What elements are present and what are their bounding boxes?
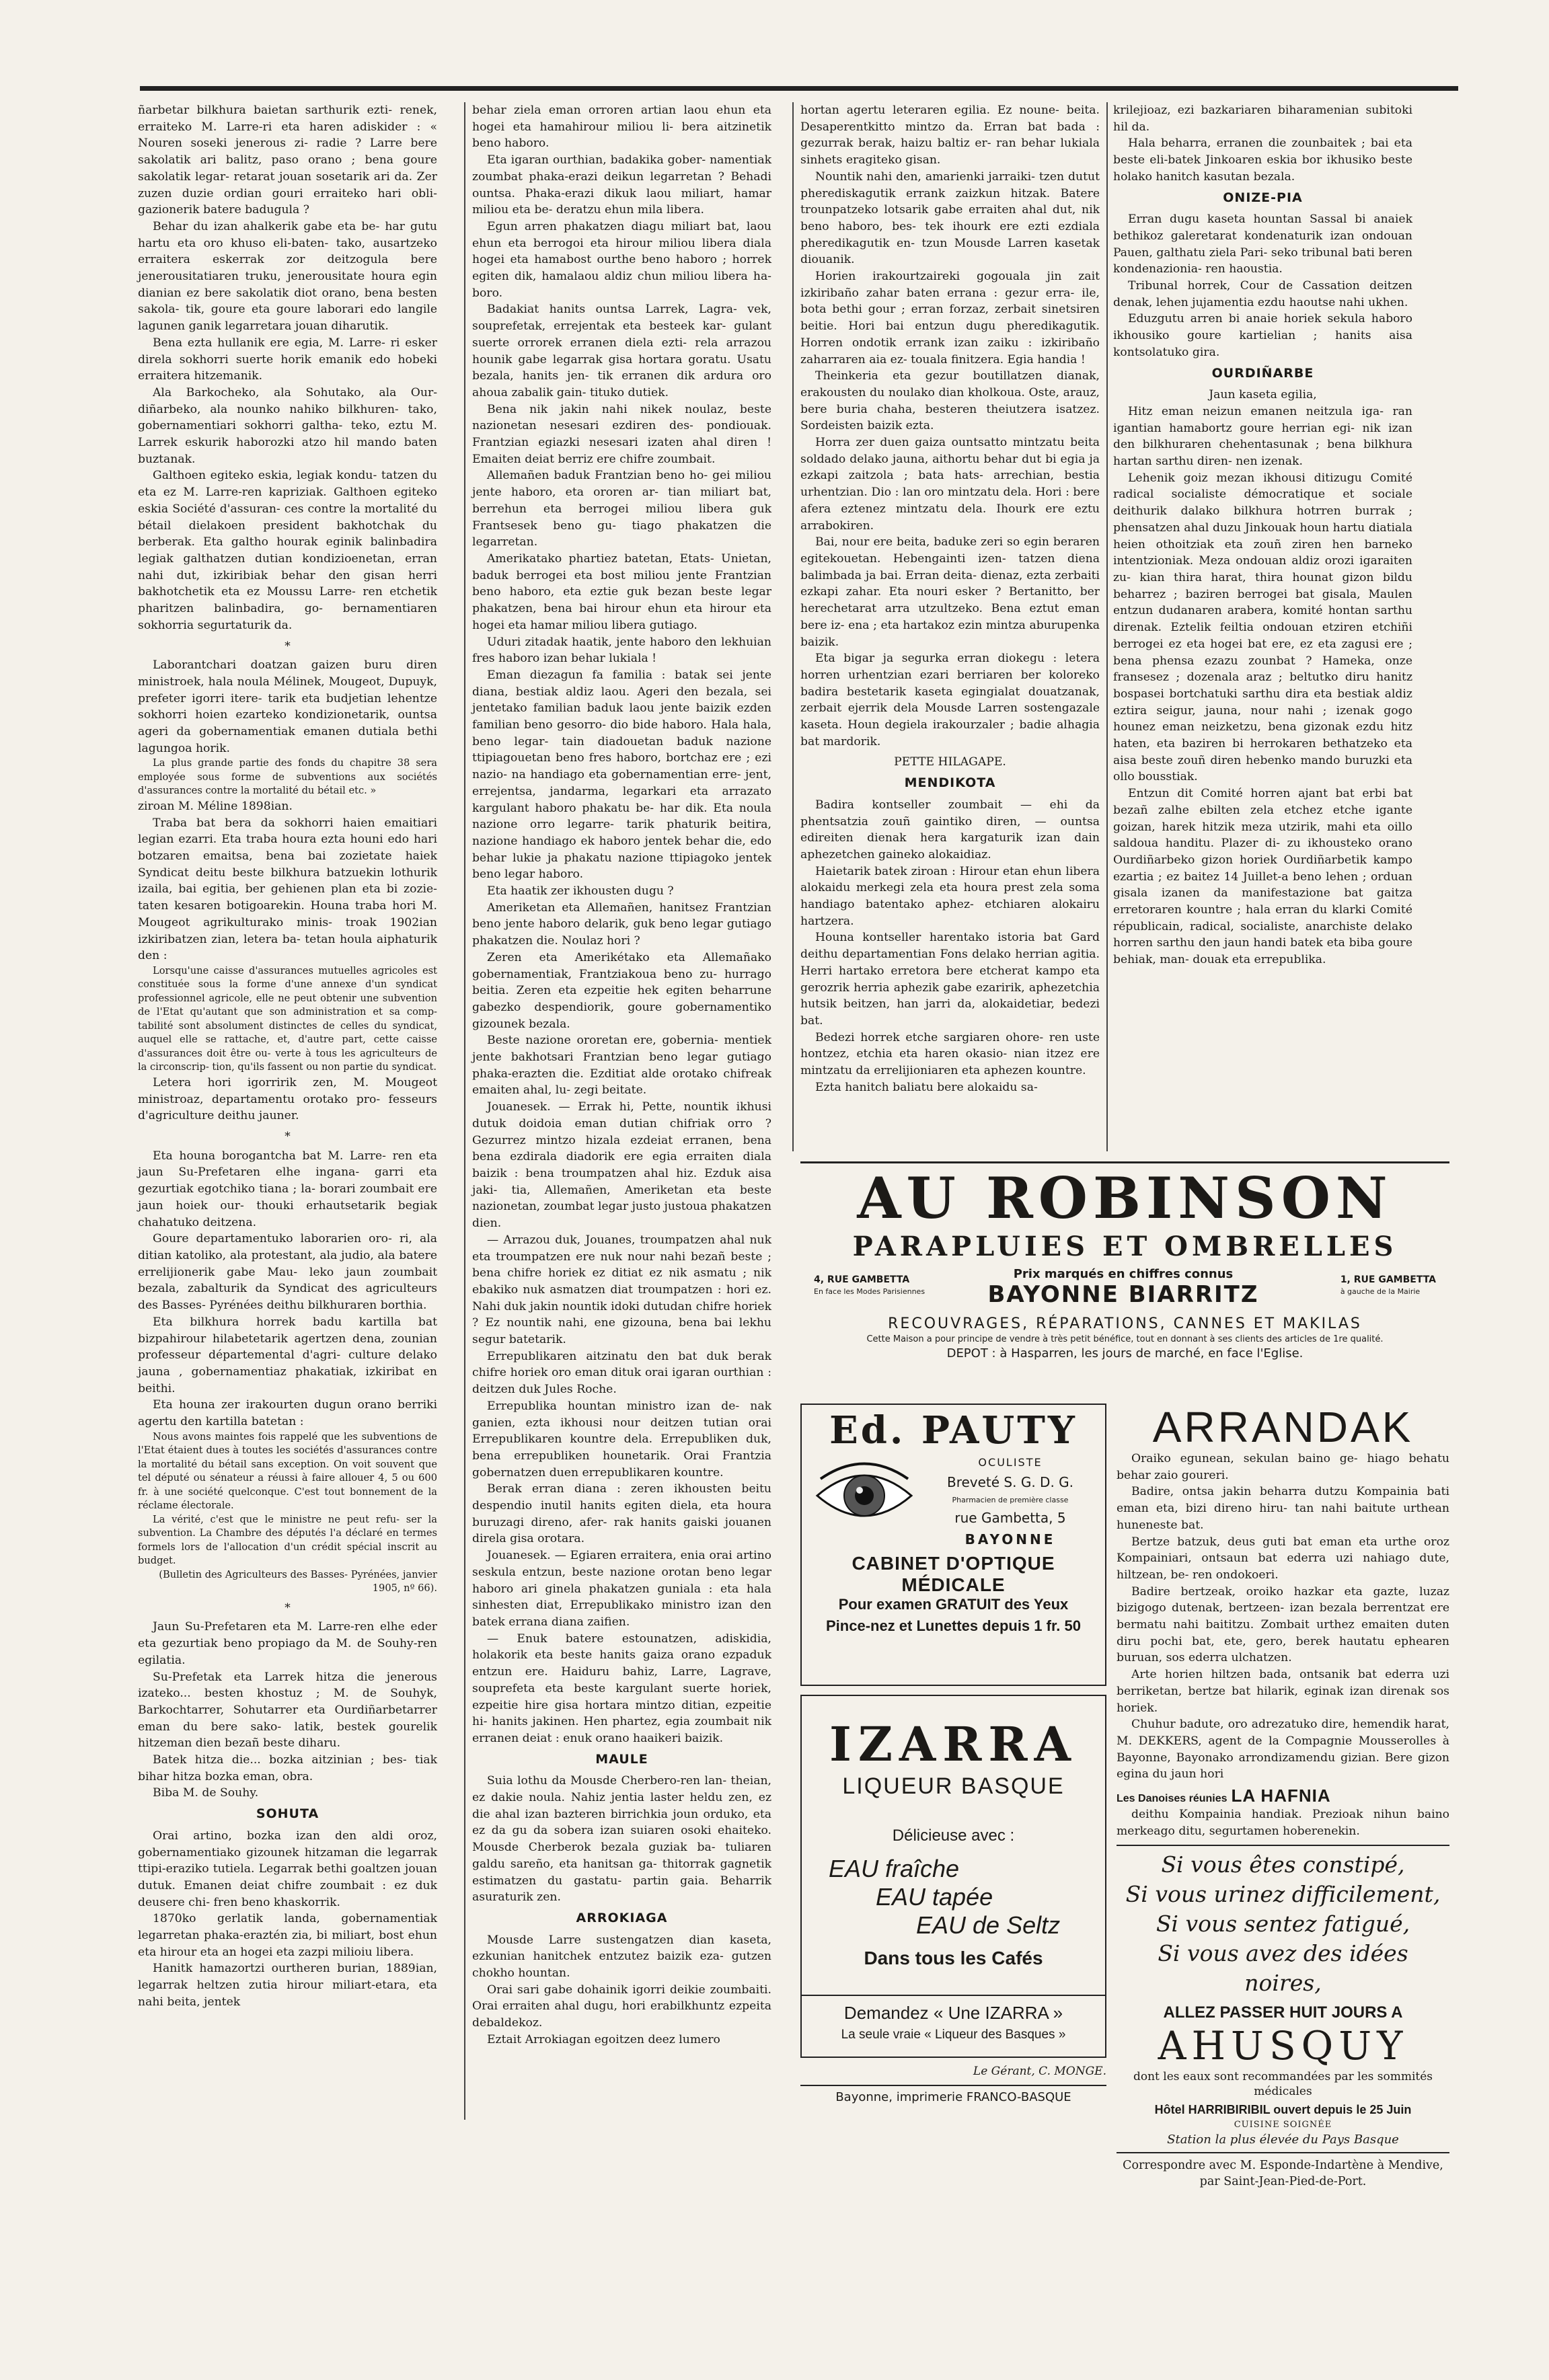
paragraph: deithu Kompainia handiak. Prezioak nihun baino merkeago ditu, segurtamen hoberenekin. bbox=[1117, 1808, 1449, 1838]
address-note: à gauche de la Mairie bbox=[1340, 1287, 1421, 1296]
paragraph: Goure departamentuko laborarien oro- ri, ala ditian katoliko, ala protestant, ala judio, ala batere errelijionerik gabe Mau- leko jaun zoumbait bezala, zabalturik da Syndicat des agriculteurs des Basses- Pyrénées deithu bilkhuraren borthia. bbox=[138, 1232, 437, 1313]
paragraph: Eman diezagun fa familia : batak sei jente diana, bestiak aldiz laou. Ageri den bezala, sei jentetako familian baduk laou jente baizik ezden familian beno gesorro- dio bide haboro. Hala hala, beno legar- tain diadouetan baduk nazione ttipiagouetan beno fres haboro, bortchaz ere ; ezi nazio- na handiago eta gobernamentian erre- jent, errejentsa, jandarma, legarkari eta arrazato kargulant haboro phakatu be- har dik. Eta noula nazione orro legarre- tarik phaturik beitira, nazione handiago ek haboro jentek behar die, edo behar lukie ja phakatu nazione ttipiagoko jentek beno legar haboro. bbox=[472, 668, 771, 882]
delicieuse-text: Délicieuse avec : bbox=[892, 1827, 1015, 1845]
quote-french: Nous avons maintes fois rappelé que les subventions de l'Etat étaient dues à toutes les sociétés d'assurances contre la mortalité du bétail sans exception. On voit souvent que tel député ou sénateur a réussi à faire allouer 4, 5 ou 600 fr. à une société quelconque. C'est tout bonnement de la réclame électorale. bbox=[138, 1430, 437, 1512]
paragraph: Eta houna borogantcha bat M. Larre- ren eta jaun Su-Prefetaren elhe ingana- garri eta gezurtiak egotchiko tiana ; la- borari zoumbait ere jaun hoiek our- thouki erhautsetarik begiak chahatuko deitzena. bbox=[138, 1149, 437, 1229]
cuisine-text: CUISINE SOIGNÉE bbox=[1234, 2120, 1332, 2131]
paragraph: Erran dugu kaseta hountan Sassal bi anaiek bethikoz galeretarat kondenaturik izan ondouan Pauen, galthatu ziela Pari- seko tribunal bati beren kondenazionia- ren haoustia. bbox=[1113, 213, 1412, 276]
signature: PETTE HILAGAPE. bbox=[894, 755, 1006, 769]
vraie-text: La seule vraie « Liqueur des Basques » bbox=[841, 2028, 1066, 2042]
ahusquy-title: AHUSQUY bbox=[1158, 2023, 1408, 2069]
paragraph: Bedezi horrek etche sargiaren ohore- ren uste hontzez, etchia eta haren okasio- nian itzez ere mintzatu da errelijioniaren eta aphezen kountre. bbox=[800, 1030, 1100, 1078]
column-divider bbox=[1106, 102, 1108, 1151]
paragraph: — Enuk batere estounatzen, adiskidia, holakorik eta beste hanits gaiza orano ezpaduk entzun ere. Haiduru bahiz, Larre, Lagrave, souprefeta eta beste kargulant suerte horiek, ezpeitie hire gisa hortara mintzo ditian, ezpeitie hi- hanits jakinen. Hen phartez, egia zoumbait nik erranen deiat : enuk orano haaikeri baizik. bbox=[472, 1632, 771, 1745]
correspondence-text: Correspondre avec M. Esponde-Indartène à Mendive, par Saint-Jean-Pied-de-Port. bbox=[1117, 2152, 1449, 2190]
paragraph: Ameriketan eta Allemañen, hanitsez Frantzian beno jente haboro delarik, guk beno legar gutiago phakatzen die. Noulaz hori ? bbox=[472, 900, 771, 948]
ad-title: Ed. PAUTY bbox=[829, 1408, 1078, 1453]
paragraph: Bena nik jakin nahi nikek noulaz, beste nazionetan nesesari ezdiren des- pondiouak. Frantzian egiazki nesesari izaten ahal diren ! Emaiten deiat berriz ere chifre zoumbait. bbox=[472, 402, 771, 466]
hafnia-pre: Les Danoises réunies bbox=[1117, 1793, 1227, 1805]
ad-pauty bbox=[800, 1404, 1106, 1686]
paragraph: Hala beharra, erranen die zounbaitek ; bai eta beste eli-batek Jinkoaren eskia bor ikhusiko beste holako hanitch kasutan bezala. bbox=[1113, 137, 1412, 184]
column-2 bbox=[472, 102, 771, 2048]
column-4 bbox=[1113, 102, 1412, 968]
dont-text: dont les eaux sont recommandées par les sommités médicales bbox=[1133, 2070, 1433, 2099]
paragraph: Galthoen egiteko eskia, legiak kondu- tatzen du eta ez M. Larre-ren kapriziak. Galthoen egiteko eskia Société d'assuran- ces contre la mortalité du bétail dielakoen president bakhotchak du berberak. Eta galtho hourak eginik balinbadira legiak galthatzen dutian kondizioenetan, erran nahi dut, izkiribiak behar den gisan herri bakhotchetik eta ez Moussu Larre- ren etchetik pharitzen balinbadira, go- bernamentiaren sokhorria segurtaturik da. bbox=[138, 469, 437, 632]
paragraph: Eta bilkhura horrek badu kartilla bat bizpahirour hilabetetarik agertzen dena, zounian professeur départemental d'agri- culture delako jauna , gobernamentiaz phakatiak, izkiribat en beithi. bbox=[138, 1315, 437, 1395]
paragraph: Badakiat hanits ountsa Larrek, Lagra- vek, souprefetak, errejentak eta besteek kar- gulant suerte orrorek erranen diela ezti- rela arrazou hounik gabe legarrak gisa hortara goratu. Usatu bezala, hanits jen- tik erranen dik ardura oro ahoua zabalik gain- tituko dutiek. bbox=[472, 303, 771, 399]
paragraph: behar ziela eman orroren artian laou ehun eta hogei eta hamahirour miliou li- bera aitzinetik beno haboro. bbox=[472, 104, 771, 151]
section-title-sohuta: SOHUTA bbox=[256, 1806, 319, 1822]
quote-french: Lorsqu'une caisse d'assurances mutuelles agricoles est constituée sous la forme d'une annexe d'un syndicat professionnel agricole, elle ne peut obtenir une subvention de l'Etat qu'autant que son administration et sa comp- tabilité sont absolument distinctes de celles du syndicat, auquel elle se rattache, et, d'autre part, cette caisse d'assurances doit être ou- verte à tous les agriculteurs de la circonscrip- tion, qu'ils fassent ou non partie du syndicat. bbox=[138, 964, 437, 1073]
ahusquy-ad bbox=[1117, 1845, 1449, 2190]
cabinet-text: CABINET D'OPTIQUE MÉDICALE bbox=[852, 1553, 1055, 1595]
script-line: Si vous avez des idées noires, bbox=[1158, 1940, 1408, 1997]
paragraph: Arte horien hiltzen bada, ontsanik bat ederra uzi berriketan, bertze bat hilarik, eginak izan direnak sos horiek. bbox=[1117, 1668, 1449, 1715]
section-title-ourdinarbe: OURDIÑARBE bbox=[1211, 365, 1314, 381]
separator: * bbox=[285, 1601, 291, 1615]
address-note: En face les Modes Parisiennes bbox=[814, 1287, 925, 1296]
paragraph: Houna kontseller harentako istoria bat Gard deithu departamentian Fons delako herrian agitia. Herri hartako erretora bere etcherat kampo eta gerozrik herria aphezik gabe ezaririk, aphezetchia hutsik beitzen, han jarri da, alokaidetiar, bedezi bat. bbox=[800, 931, 1100, 1028]
paragraph: Horien irakourtzaireki gogouala jin zait izkiribaño zahar baten errana : gezur erra- ile, bota bethi gour ; erran forzaz, zerbait sinetsiren beitie. Hori bai entzun dugu pheredikagutik. Horren ondotik errank izan zaiku : izkiribaño zaharraren aia ez- touala finitzera. Egia handia ! bbox=[800, 270, 1100, 367]
script-line: Si vous urinez difficilement, bbox=[1125, 1881, 1441, 1908]
ad-details bbox=[923, 1456, 1098, 1553]
paragraph: Hanitk hamazortzi ourtheren burian, 1889ian, legarrak heltzen zutia hirour miliart-etara, eta nahi beita, jentek bbox=[138, 1962, 437, 2009]
pince-text: Pince-nez et Lunettes depuis 1 fr. 50 bbox=[826, 1617, 1081, 1634]
script-line: Si vous sentez fatigué, bbox=[1156, 1911, 1410, 1937]
paragraph: Haietarik batek ziroan : Hirour etan ehun libera alokaidu merkegi zela eta houra prest zela soma handiago batentako aphez- etchiaren alokairu hartzera. bbox=[800, 864, 1100, 928]
paragraph: Egun arren phakatzen diagu miliart bat, laou ehun eta berrogoi eta hirour miliou libera diala hogei eta hamabost ourthe beno haboro ; horrek egiten dik, hamalaou aldiz chun miliou libera ha- boro. bbox=[472, 219, 771, 300]
hafnia-line bbox=[1117, 1786, 1449, 1806]
paragraph: Entzun dit Comité horren ajant bat erbi bat bezañ zalhe ebilten zela etchez etche igante goizan, harek hitzik meza utzirik, mahi eta oillo saldoua handitu. Plazer di- zu ikhousteko orano Ourdiñarbeko gizon horiek Ourdiñarbetik kampo ezartia ; ez baitez 14 Juillet-a beno lehen ; orduan gisala izanen da manifestazione bat gaitza erretoraren kountre ; hala erran du klarki Comité républicain, radical, socialiste, anarchiste delako horren sarthu den jaun handi batek eta biba goure behiak, man- douak eta errepublika. bbox=[1113, 787, 1412, 967]
paragraph: Bai, nour ere beita, baduke zeri so egin beraren egitekouetan. Hebengainti izen- tatzen diena balimbada ja bai. Erran deita- dienaz, ezta zerbaiti ezkapi zahar. Eta nouri esker ? Bertanitto, ber herechetarat arra utzultzeko. Bena eztut eman bere iz- ena ; eta hartakoz ezin mintza aburupenka baizik. bbox=[800, 535, 1100, 649]
paragraph: Batek hitza die... bozka aitzinian ; bes- tiak bihar hitza bozka eman, obra. bbox=[138, 1753, 437, 1783]
paragraph: Jouanesek. — Egiaren erraitera, enia orai artino seskula entzun, beste nazione orotan beno legar haboro ari ginela phakatzen guniala : eta hala sinhesten diat, Errepublikako ministro izan den batek errana diana zaifien. bbox=[472, 1549, 771, 1629]
list-item: EAU tapée bbox=[876, 1883, 993, 1911]
paragraph: Eta houna zer irakourten dugun orano berriki agertu den kartilla batetan : bbox=[138, 1398, 437, 1429]
paragraph: Orai sari gabe dohainik igorri deikie zoumbaiti. Orai erraiten ahal dugu, hori erabilkhuntz ezpeita debaldekoz. bbox=[472, 1983, 771, 2030]
paragraph: krilejioaz, ezi bazkariaren biharamenian subitoki hil da. bbox=[1113, 104, 1412, 134]
hafnia-text-block bbox=[1117, 1806, 1449, 1839]
paragraph: Bertze batzuk, deus guti bat eman eta urthe oroz Kompainiari, ontsaun bat ederra uzi nahiago dute, hiltzean, be- ren ondokoeri. bbox=[1117, 1535, 1449, 1582]
paragraph: Jouanesek. — Errak hi, Pette, nountik ikhusi dutuk doidoia eman dutian chifriak orro ? Gezurrez mintzo hizala ezdeiat erranen, bena bena ezdirala diadorik ere egia erraiten diala baizik : bena troumpatzen ahal hiz. Ezduk aisa jaki- tia, Allemañen, Ameriketan eta beste nazionetan, zoumbat legar justo justoua phakatzen dien. bbox=[472, 1100, 771, 1231]
city-text: BAYONNE bbox=[965, 1531, 1056, 1547]
section-title-maule: MAULE bbox=[595, 1751, 648, 1767]
paragraph: Ezta hanitch baliatu bere alokaidu sa- bbox=[815, 1080, 1038, 1094]
quote-french: La vérité, c'est que le ministre ne peut refu- ser la subvention. La Chambre des députés l'a déclaré en termes formels lors de l'allocation d'un crédit spécial inscrit au budget. bbox=[138, 1513, 437, 1567]
paragraph: Allemañen baduk Frantzian beno ho- gei miliou jente haboro, eta ororen ar- tian miliart bat, berrehun eta berrogei miliou libera guk Frantsesek beno gu- tiago phakatzen die legarretan. bbox=[472, 469, 771, 549]
ad-footer bbox=[802, 1995, 1105, 2057]
right-address bbox=[1340, 1274, 1436, 1298]
ad-title: IZARRA bbox=[829, 1716, 1078, 1772]
paragraph: Eta bigar ja segurka erran diokegu : letera horren urhentzian ezari berriaren ber koloreko badira bestetarik kaseta egingialat douatzanak, zerbait ejerrik dela Mousde Larren sostengazale kaseta. Houn degiela irakourzaler ; badie alhagia bat mardorik. bbox=[800, 652, 1100, 748]
cities-text: BAYONNE BIARRITZ bbox=[987, 1281, 1259, 1308]
ad-text bbox=[1117, 1451, 1449, 1783]
ad-izarra bbox=[800, 1695, 1106, 2058]
paragraph: Errepublika hountan ministro izan de- nak ganien, ezta ikhousi nour deitzen tutian orai Errepublikaren kountre dela. Errepubliken duk, bena errepubliken hounetarik. Orai Frantzia gobernatzen duen errepublikaren kountre. bbox=[472, 1399, 771, 1480]
paragraph: Biba M. de Souhy. bbox=[153, 1786, 259, 1800]
page-top-rule bbox=[140, 86, 1458, 91]
paragraph: Traba bat bera da sokhorri haien emaitiari legian ezarri. Eta traba houra ezta houni edo hari botzaren emaitsa, bena bai zozietate haiek Syndicat deitu beste bilkhura batzuekin lothurik izaila, bai egitia, ber gehienen plan eta bi zozie- taten kesaren botigoarekin. Houna traba hori M. Mougeot agrikulturako minis- troak 1902ian izkiribatzen zian, letera ba- tetan houla aiphaturik den : bbox=[138, 816, 437, 963]
paragraph: Lehenik goiz mezan ikhousi ditizugu Comité radical socialiste démocratique et sociale deithurik dalako bilkhura hotrren burrak ; phensatzen ahal duzu Jinkouak houn hartu diatiala heien othoitziak eta zouñ ziren hen barneko intentzioniak. Meza ondouan aldiz orozi igaraiten zu- kian thira harat, thira hounat gizon bildu beharrez ; baziren berrogei bat gisala, Maulen entzun dudanaren arabera, komité hontan sarthu direnak. Eztelik feiltia ondouan etziren etchiñi berrogei ez eta hogei bat ere, ez eta zagusi ere ; bena phensa ezazu zounbat ? Hameka, onze fransesez ; dozenala araz ; beltutko diru hanitz bospasei bortchatuki sarthu dira eta bestiak aldiz eztira seigur, jauna, nour nahi ; izenak gogo hounez eman neizketzu, bena gizonak ezdu hitz haten, eta baziren bi herrokaren bethatzeko eta aisa beste zouñ diren hebenko mando buruzki eta ollo bousstiak. bbox=[1113, 471, 1412, 784]
separator: * bbox=[285, 1130, 291, 1144]
paragraph: Amerikatako phartiez batetan, Etats- Unietan, baduk berrogei eta bost miliou jente Frantzian beno haboro, eta eztie guk bezan beste legar phakatzen, bena bai hirour ehun eta hirour eta hogei eta hamar miliou libera gutiago. bbox=[472, 551, 771, 632]
demandez-text: Demandez « Une IZARRA » bbox=[843, 2003, 1063, 2023]
paragraph: Behar du izan ahalkerik gabe eta be- har gutu hartu eta oro khuso eli-baten- tako, ausartzeko erraitera eskerrak zor deitzogula bere jenerousitatiaren truku, jenerousitate houra egin dianian ez bere sakolatik diot orano, bena besten sakola- tik, goure eta goure laborari edo langile lagunen ganik legarretara jouan diharutik. bbox=[138, 219, 437, 334]
paragraph: Eduzgutu arren bi anaie horiek sekula haboro ikhousiko goure kartielian ; hanits aisa kontsolatuko gira. bbox=[1113, 312, 1412, 359]
dans-text: Dans tous les Cafés bbox=[864, 1948, 1043, 1968]
ad-robinson bbox=[800, 1161, 1449, 1397]
paragraph: Eta igaran ourthian, badakika gober- namentiak zoumbat phaka-erazi deikun legarretan ? Behadi ountsa. Phaka-erazi dikuk laou miliart, hamar miliou eta be- deratzu ehun mila libera. bbox=[472, 153, 771, 217]
exam-text: Pour examen GRATUIT des Yeux bbox=[838, 1596, 1069, 1613]
paragraph: Orai artino, bozka izan den aldi oroz, gobernamentiako gizounek hitzaman die legarrak ttipi-eraziko tutiela. Legarrak bethi goaltzen jouan dutuk. Emanen deiat chifre zoumbait : ez duk deusere chi- fren beno khaskorrik. bbox=[138, 1829, 437, 1909]
passer-text: ALLEZ PASSER HUIT JOURS A bbox=[1163, 2003, 1403, 2022]
paragraph: Zeren eta Amerikétako eta Allemañako gobernamentiak, Frantziakoua beno zu- hurrago beitia. Zeren eta ezpeitie hek egiten beharrune gabezko despendiorik, goure gobernamentiko gizounek bezala. bbox=[472, 950, 771, 1031]
paragraph: — Arrazou duk, Jouanes, troumpatzen ahal nuk eta troumpatzen ere nuk nour nahi bezañ beste ; bena chifre horiek ez ditiat ez nik asmatu ; nik ebakiko nuk asmatzen diat troumpatzen : hori ez. Nahi duk jakin nountik idoki dutudan chifre horiek ? Ez nountik nahi, ene gizouna, bena bai lekhu segur batetarik. bbox=[472, 1233, 771, 1347]
paragraph: Bena ezta hullanik ere egia, M. Larre- ri esker direla sokhorri suerte horik emanik edo hobeki erraitera hitzemanik. bbox=[138, 336, 437, 383]
section-title-arrokiaga: ARROKIAGA bbox=[576, 1910, 668, 1925]
paragraph: Eztait Arrokiagan egoitzen deez lumero bbox=[487, 2032, 720, 2046]
column-divider bbox=[792, 102, 794, 1151]
brevete-text: Breveté S. G. D. G. bbox=[946, 1474, 1074, 1490]
paragraph: Tribunal horrek, Cour de Cassation deitzen denak, lehen jujamentia ezdu haoutse nahi ukhen. bbox=[1113, 279, 1412, 309]
paragraph: Badira kontseller zoumbait — ehi da phentsatzia zouñ gaintiko diren, — ountsa edireiten dienak hera kargaturik izan dain aphezetchen gaineko alokaidiaz. bbox=[800, 798, 1100, 861]
column-3 bbox=[800, 102, 1100, 1096]
salutation: Jaun kaseta egilia, bbox=[1209, 388, 1317, 402]
list-item: EAU de Seltz bbox=[916, 1911, 1061, 1939]
pharmacien-text: Pharmacien de première classe bbox=[952, 1496, 1069, 1504]
services-text: RECOUVRAGES, RÉPARATIONS, CANNES ET MAKILAS bbox=[888, 1315, 1362, 1332]
center-block bbox=[969, 1267, 1278, 1308]
quote-french: La plus grande partie des fonds du chapitre 38 sera employée sous forme de subventions aux sociétés d'assurances contre la mortalité du bétail etc. » bbox=[138, 757, 437, 797]
paragraph: Errepublikaren aitzinatu den bat duk berak chifre horiek oro eman dituk orai igaran ourthian : deitzen duk Jules Roche. bbox=[472, 1349, 771, 1397]
paragraph: Nountik nahi den, amarienki jarraiki- tzen dutut pherediskagutik errank zaizkun hitzak. Batere trounpatzeko lotsarik gabe erraiten ahal dut, nik beno haboro, bes- tek ihourk ere ezti ezdiala pheredikagutik en- tzun Mousde Larren kasetak diouanik. bbox=[800, 169, 1100, 267]
separator: * bbox=[285, 639, 291, 653]
paragraph: Letera hori igorririk zen, M. Mougeot ministroaz, departamentu orotako pro- fesseurs d'agriculture deithu jauner. bbox=[138, 1075, 437, 1123]
paragraph: Mousde Larre sustengatzen dian kaseta, ezkunian hanitchek entzutez baizik eza- gutzen chokho hountan. bbox=[472, 1933, 771, 1981]
address-text: 4, RUE GAMBETTA bbox=[814, 1274, 910, 1285]
paragraph: 1870ko gerlatik landa, gobernamentiak legarretan phaka-eraztén zia, bi miliart, bost ehun eta hirour eta an hogei eta zazpi milioiu libera. bbox=[138, 1912, 437, 1959]
note-text: Cette Maison a pour principe de vendre à très petit bénéfice, tout en donnant à ses clients des articles de 1re qualité. bbox=[866, 1334, 1384, 1344]
ad-title: AU ROBINSON bbox=[857, 1165, 1393, 1231]
paragraph: Hitz eman neizun emanen neitzula iga- ran igantian hamabortz goure herrian egi- nik izan den bilkhuraren chehentasunak ; bena bilkhura hartan sarthu diren- nen izenak. bbox=[1113, 404, 1412, 469]
gerant-signature: Le Gérant, C. MONGE. bbox=[973, 2065, 1106, 2078]
ad-arrandak bbox=[1117, 1403, 1449, 2189]
ad-middle bbox=[802, 1452, 1105, 1553]
paragraph: Suia lothu da Mousde Cherbero-ren lan- theian, ez dakie noula. Nahiz jentia laster heldu zen, ez die ahal izan bazteren birrichkia joun orduko, eta ez da gu da sobera izan suiaren osoki ehaiteko. Mousde Cherberok bezala guziak ba- tuliaren galdu sareño, eta hanitsan ga- thitorrak gagnetik estimatzen du gastatu- partin gaia. Beharrik asuraturik zen. bbox=[472, 1774, 771, 1905]
profession: OCULISTE bbox=[978, 1456, 1043, 1469]
ad-address-row bbox=[800, 1267, 1449, 1313]
address-text: rue Gambetta, 5 bbox=[954, 1510, 1066, 1526]
section-title-onize: ONIZE-PIA bbox=[1223, 190, 1303, 205]
paragraph: Theinkeria eta gezur boutillatzen dianak, erakousten du noulako dian kholkoua. Oste, arauz, bere buria chaha, besteren theiutzera isatzez. Sordeisten baizik ezta. bbox=[800, 369, 1100, 433]
column-divider bbox=[464, 102, 465, 2120]
script-line: Si vous êtes constipé, bbox=[1161, 1851, 1405, 1878]
paragraph: Uduri zitadak haatik, jente haboro den lekhuian fres haboro izan behar lukiala ! bbox=[472, 635, 771, 666]
eye-icon bbox=[814, 1459, 915, 1535]
paragraph: Jaun Su-Prefetaren eta M. Larre-ren elhe eder eta gezurtiak beno propiago da M. de Souhy-ren egilatia. bbox=[138, 1620, 437, 1667]
paragraph: Eta haatik zer ikhousten dugu ? bbox=[487, 884, 674, 898]
address-text: 1, RUE GAMBETTA bbox=[1340, 1274, 1436, 1285]
paragraph: ñarbetar bilkhura baietan sarthurik ezti- renek, erraiteko M. Larre-ri eta haren adiskider : « Nouren soseki jenerous zi- radie ? Larre bere sakolatik ari balitz, paso orano ; bena goure sakolatik legar- retarat jouan sosetarik ari da. Zer zuzen duzie ordian gouri erraiteko hari obli- gazionerik batere badugula ? bbox=[138, 104, 437, 217]
paragraph: Berak erran diana : zeren ikhousten beitu despendio inutil hanits egiten diela, eta houra buruzagi direno, afer- rak hanits gaiski jouanen direla gisa orotara. bbox=[472, 1482, 771, 1546]
hotel-text: Hôtel HARRIBIRIBIL ouvert depuis le 25 Juin bbox=[1154, 2103, 1412, 2117]
ad-title: ARRANDAK bbox=[1152, 1403, 1414, 1451]
prices-text: Prix marqués en chiffres connus bbox=[1013, 1267, 1234, 1281]
paragraph: Oraiko egunean, sekulan baino ge- hiago behatu behar zaio goureri. bbox=[1117, 1452, 1449, 1482]
imprint: Bayonne, imprimerie FRANCO-BASQUE bbox=[800, 2085, 1106, 2104]
paragraph: Horra zer duen gaiza ountsatto mintzatu beita soldado delako jauna, aithortu behar dut bi egia ja ezkapi zaitzola ; bata hats- arrechian, bestia urhentzian. Dio : lan oro mintzatu dela. Hori : bere afera eztenez mintzatu dela. Ihourk ere eztu arrabokiren. bbox=[800, 436, 1100, 533]
paragraph: Badire bertzeak, oroiko hazkar eta gazte, luzaz bizigogo dutenak, bertzeen- izan bezala berrentzat ere bermatu nahi baititzu. Zombait urthez emaiten duten diru pochi bat, ete, gero, berek hautatu ephearen buruan, sos ederra ulchatzen. bbox=[1117, 1584, 1449, 1665]
ad-subtitle: PARAPLUIES ET OMBRELLES bbox=[852, 1231, 1398, 1262]
list-item: EAU fraîche bbox=[829, 1855, 960, 1882]
paragraph: ziroan M. Méline 1898ian. bbox=[138, 799, 293, 813]
quote-source: (Bulletin des Agriculteurs des Basses- Pyrénées, janvier 1905, nº 66). bbox=[159, 1568, 437, 1595]
ad-subtitle: LIQUEUR BASQUE bbox=[842, 1773, 1065, 1799]
paragraph: Ala Barkocheko, ala Sohutako, ala Our- diñarbeko, ala nounko nahiko bilkhuren- tako, gobernamentiari sokhorri galtha- teko, eztu M. Larrek eskurik haborozki atzo hil mando baten buztanak. bbox=[138, 385, 437, 466]
paragraph: Badire, ontsa jakin beharra dutzu Kompainia bati eman eta, bizi direno hiru- tan nahi baitute urthean huneneste bat. bbox=[1117, 1485, 1449, 1532]
paragraph: Laborantchari doatzan gaizen buru diren ministroek, hala noula Mélinek, Mougeot, Dupuyk, prefeter igorri itere- tarik eta budjetian lehentze sokhorri hoien ezarteko kondizionetarik, ountsa ageri da gobernamentiak emanen dutiala bethi lagungoa horik. bbox=[138, 658, 437, 755]
left-address bbox=[814, 1274, 925, 1298]
paragraph: Beste nazione ororetan ere, gobernia- mentiek jente bakhotsari Frantzian beno legar gutiago phaka-erazten die. Ezditiat alde orotako chifreak emaiten ahal, lu- zegi beitate. bbox=[472, 1034, 771, 1098]
column-1 bbox=[138, 102, 437, 2011]
section-title-mendikota: MENDIKOTA bbox=[904, 775, 996, 791]
hafnia-name: LA HAFNIA bbox=[1231, 1786, 1331, 1806]
station-text: Station la plus élevée du Pays Basque bbox=[1167, 2133, 1399, 2147]
paragraph: hortan agertu leteraren egilia. Ez noune- beita. Desaperentkitto mintzo da. Erran bat bada : gezurrak berak, haizu baltiz er- ran behar lukiala sinhets eragiteko gisan. bbox=[800, 104, 1100, 167]
paragraph: Su-Prefetak eta Larrek hitza die jenerous izateko... besten khostuz ; M. de Souhyk, Barkochtarrer, Sohutarrer eta Ourdiñarbetarrer eman du bere sako- latik, bestek gourelik hitzeman dien bezañ beste diharu. bbox=[138, 1670, 437, 1751]
depot-text: DEPOT : à Hasparren, les jours de marché, en face l'Eglise. bbox=[946, 1346, 1304, 1360]
paragraph: Chuhur badute, oro adrezatuko dire, hemendik harat, M. DEKKERS, agent de la Compagnie Mousserolles à Bayonne, Bayonako arrondizamendu gizian. Bere gizon egina du jaun hori bbox=[1117, 1718, 1449, 1781]
